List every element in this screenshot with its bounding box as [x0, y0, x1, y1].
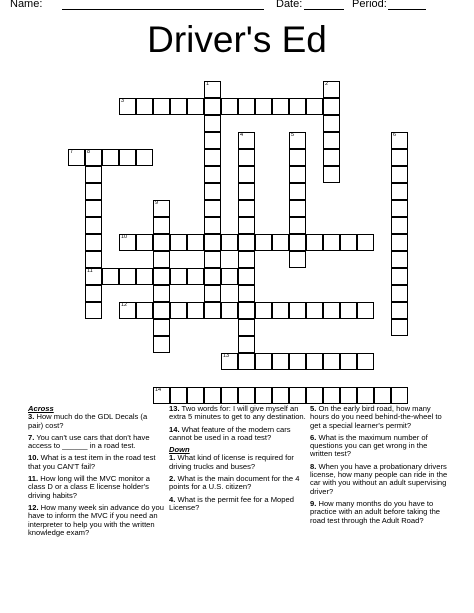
- clue-item-text: You can't use cars that don't have access to ______ in a road test.: [28, 432, 150, 451]
- grid-cell[interactable]: [272, 302, 289, 319]
- grid-cell[interactable]: [289, 302, 306, 319]
- grid-cell[interactable]: [204, 387, 221, 404]
- clue-item-number: 1.: [169, 453, 176, 463]
- grid-cell[interactable]: [153, 234, 170, 251]
- clue-item: [28, 454, 164, 471]
- clue-item: [169, 454, 307, 471]
- grid-cell[interactable]: [187, 234, 204, 251]
- grid-cell[interactable]: [153, 285, 170, 302]
- grid-cell[interactable]: [119, 234, 136, 251]
- grid-cell[interactable]: [153, 336, 170, 353]
- grid-cell[interactable]: [357, 387, 374, 404]
- grid-cell[interactable]: [289, 234, 306, 251]
- grid-cell[interactable]: [323, 149, 340, 166]
- grid-cell[interactable]: [204, 149, 221, 166]
- grid-cell[interactable]: [85, 285, 102, 302]
- clue-item-text: What is the permit fee for a Moped License?: [169, 494, 294, 512]
- grid-cell[interactable]: [153, 319, 170, 336]
- clue-item-number: 11.: [28, 474, 39, 484]
- clue-number: 12: [121, 302, 128, 308]
- grid-cell[interactable]: [357, 353, 374, 370]
- grid-cell[interactable]: [272, 353, 289, 370]
- clue-item-text: What is the maximum number of questions you can get wrong in the written test?: [310, 432, 428, 459]
- clue-item: [310, 434, 448, 459]
- grid-cell[interactable]: [153, 200, 170, 217]
- grid-cell[interactable]: [153, 251, 170, 268]
- grid-cell[interactable]: [102, 268, 119, 285]
- grid-cell[interactable]: [119, 302, 136, 319]
- grid-cell[interactable]: [374, 387, 391, 404]
- grid-cell[interactable]: [204, 234, 221, 251]
- clue-item: [169, 475, 307, 492]
- clue-number: 14: [155, 387, 162, 393]
- grid-cell[interactable]: [391, 149, 408, 166]
- grid-cell[interactable]: [238, 302, 255, 319]
- clue-item-text: How long will the MVC monitor a class D or a class E license holder's driving habits?: [28, 474, 150, 500]
- clue-number: 6: [393, 132, 397, 138]
- grid-cell[interactable]: [85, 251, 102, 268]
- grid-cell[interactable]: [187, 387, 204, 404]
- grid-cell[interactable]: [153, 302, 170, 319]
- clue-item: [310, 405, 448, 430]
- grid-cell[interactable]: [391, 183, 408, 200]
- grid-cell[interactable]: [85, 183, 102, 200]
- grid-cell[interactable]: [85, 200, 102, 217]
- grid-cell[interactable]: [391, 217, 408, 234]
- grid-cell[interactable]: [204, 81, 221, 98]
- grid-cell[interactable]: [238, 183, 255, 200]
- grid-cell[interactable]: [238, 251, 255, 268]
- clue-item-number: 13.: [169, 404, 180, 413]
- clue-item: [28, 413, 164, 430]
- clue-number: 8: [87, 149, 91, 155]
- grid-cell[interactable]: [391, 200, 408, 217]
- grid-cell[interactable]: [204, 132, 221, 149]
- grid-cell[interactable]: [119, 268, 136, 285]
- clue-item-text: What is the main document for the 4 points for a U.S. citizen?: [169, 474, 300, 492]
- grid-cell[interactable]: [204, 183, 221, 200]
- grid-cell[interactable]: [323, 353, 340, 370]
- grid-cell[interactable]: [170, 98, 187, 115]
- grid-cell[interactable]: [221, 268, 238, 285]
- grid-cell[interactable]: [187, 302, 204, 319]
- grid-cell[interactable]: [238, 319, 255, 336]
- grid-cell[interactable]: [85, 166, 102, 183]
- grid-cell[interactable]: [357, 234, 374, 251]
- clues-column-3: [310, 405, 448, 529]
- grid-cell[interactable]: [170, 268, 187, 285]
- grid-cell[interactable]: [391, 132, 408, 149]
- grid-cell[interactable]: [323, 81, 340, 98]
- grid-cell[interactable]: [119, 149, 136, 166]
- grid-cell[interactable]: [238, 132, 255, 149]
- grid-cell[interactable]: [272, 387, 289, 404]
- clue-item: [28, 504, 164, 537]
- grid-cell[interactable]: [238, 149, 255, 166]
- clue-item-text: When you have a probationary drivers license, how many people can ride in the car with you without an adult supervising driver?: [310, 461, 448, 496]
- clue-item: [169, 496, 307, 513]
- clue-item-text: How much do the GDL Decals (a pair) cost?: [28, 412, 148, 430]
- grid-cell[interactable]: [391, 251, 408, 268]
- grid-cell[interactable]: [289, 387, 306, 404]
- grid-cell[interactable]: [289, 132, 306, 149]
- clue-number: 7: [70, 149, 74, 155]
- grid-cell[interactable]: [153, 217, 170, 234]
- clue-number: 13: [223, 353, 230, 359]
- clue-number: 11: [87, 268, 93, 274]
- period-label: Period:: [352, 0, 387, 10]
- grid-cell[interactable]: [391, 166, 408, 183]
- grid-cell[interactable]: [255, 302, 272, 319]
- grid-cell[interactable]: [391, 302, 408, 319]
- name-label: Name:: [10, 0, 43, 10]
- grid-cell[interactable]: [153, 98, 170, 115]
- grid-cell[interactable]: [289, 353, 306, 370]
- grid-cell[interactable]: [238, 285, 255, 302]
- clue-number: 2: [325, 81, 329, 87]
- grid-cell[interactable]: [68, 149, 85, 166]
- grid-cell[interactable]: [289, 98, 306, 115]
- grid-cell[interactable]: [340, 387, 357, 404]
- clues-column-2: [169, 405, 307, 516]
- grid-cell[interactable]: [323, 234, 340, 251]
- clue-item-number: 7.: [28, 432, 35, 442]
- grid-cell[interactable]: [170, 387, 187, 404]
- grid-cell[interactable]: [323, 98, 340, 115]
- grid-cell[interactable]: [289, 149, 306, 166]
- grid-cell[interactable]: [204, 166, 221, 183]
- grid-cell[interactable]: [221, 234, 238, 251]
- grid-cell[interactable]: [255, 234, 272, 251]
- grid-cell[interactable]: [289, 166, 306, 183]
- grid-cell[interactable]: [340, 234, 357, 251]
- down-heading: Down: [169, 445, 190, 455]
- grid-cell[interactable]: [221, 98, 238, 115]
- grid-cell[interactable]: [391, 285, 408, 302]
- grid-cell[interactable]: [136, 268, 153, 285]
- grid-cell[interactable]: [102, 149, 119, 166]
- clue-item: [169, 426, 307, 443]
- grid-cell[interactable]: [136, 234, 153, 251]
- grid-cell[interactable]: [306, 234, 323, 251]
- grid-cell[interactable]: [255, 387, 272, 404]
- grid-cell[interactable]: [187, 268, 204, 285]
- grid-cell[interactable]: [238, 336, 255, 353]
- clue-item: [169, 405, 307, 422]
- clue-item-number: 4.: [169, 494, 176, 504]
- clue-item-text: What feature of the modern cars cannot be used in a road test?: [169, 424, 291, 442]
- grid-cell[interactable]: [221, 353, 238, 370]
- grid-cell[interactable]: [340, 302, 357, 319]
- grid-cell[interactable]: [391, 319, 408, 336]
- clue-number: 3: [121, 98, 125, 104]
- grid-cell[interactable]: [153, 387, 170, 404]
- clue-item-number: 3.: [28, 412, 35, 422]
- grid-cell[interactable]: [204, 251, 221, 268]
- clue-item-number: 5.: [310, 404, 317, 413]
- grid-cell[interactable]: [136, 98, 153, 115]
- clue-item-text: On the early bird road, how many hours do you need behind-the-wheel to get a special learner's permit?: [310, 404, 442, 430]
- clue-item-number: 12.: [28, 502, 39, 512]
- grid-cell[interactable]: [221, 302, 238, 319]
- clue-number: 9: [155, 200, 159, 206]
- clue-item-number: 2.: [169, 474, 176, 484]
- clue-item: [310, 463, 448, 496]
- grid-cell[interactable]: [289, 200, 306, 217]
- grid-cell[interactable]: [306, 387, 323, 404]
- clue-item-number: 14.: [169, 424, 180, 434]
- grid-cell[interactable]: [238, 387, 255, 404]
- grid-cell[interactable]: [204, 217, 221, 234]
- grid-cell[interactable]: [136, 302, 153, 319]
- clue-item: [28, 434, 164, 451]
- date-label: Date:: [276, 0, 303, 10]
- grid-cell[interactable]: [289, 217, 306, 234]
- grid-cell[interactable]: [187, 98, 204, 115]
- grid-cell[interactable]: [323, 387, 340, 404]
- clue-item: [310, 500, 448, 525]
- grid-cell[interactable]: [153, 268, 170, 285]
- across-heading: Across: [28, 404, 54, 413]
- clue-item-number: 6.: [310, 432, 317, 442]
- grid-cell[interactable]: [272, 234, 289, 251]
- grid-cell[interactable]: [85, 217, 102, 234]
- grid-cell[interactable]: [391, 268, 408, 285]
- grid-cell[interactable]: [85, 234, 102, 251]
- grid-cell[interactable]: [204, 268, 221, 285]
- grid-cell[interactable]: [204, 285, 221, 302]
- grid-cell[interactable]: [306, 98, 323, 115]
- page-title: Driver's Ed: [147, 19, 327, 60]
- clue-number: 4: [240, 132, 244, 138]
- grid-cell[interactable]: [289, 251, 306, 268]
- grid-cell[interactable]: [323, 302, 340, 319]
- grid-cell[interactable]: [204, 200, 221, 217]
- grid-cell[interactable]: [272, 98, 289, 115]
- clue-number: 5: [291, 132, 295, 138]
- clue-number: 1: [206, 81, 210, 87]
- grid-cell[interactable]: [204, 302, 221, 319]
- grid-cell[interactable]: [204, 98, 221, 115]
- clue-item-text: What is a test item in the road test that you CAN'T fail?: [28, 453, 156, 471]
- grid-cell[interactable]: [306, 353, 323, 370]
- clues-column-1: [28, 405, 164, 541]
- grid-cell[interactable]: [170, 302, 187, 319]
- grid-cell[interactable]: [238, 353, 255, 370]
- grid-cell[interactable]: [255, 353, 272, 370]
- clue-item-text: How many week sin advance do you have to inform the MVC if you need an interpreter to help you with the written knowledge exam?: [28, 502, 164, 537]
- grid-cell[interactable]: [357, 302, 374, 319]
- grid-cell[interactable]: [238, 217, 255, 234]
- clue-item-text: What kind of license is required for driving trucks and buses?: [169, 453, 294, 471]
- grid-cell[interactable]: [391, 387, 408, 404]
- grid-cell[interactable]: [238, 98, 255, 115]
- grid-cell[interactable]: [323, 132, 340, 149]
- clue-number: 10: [121, 234, 128, 240]
- clue-item-number: 9.: [310, 498, 317, 508]
- grid-cell[interactable]: [323, 166, 340, 183]
- grid-cell[interactable]: [238, 234, 255, 251]
- grid-cell[interactable]: [238, 166, 255, 183]
- grid-cell[interactable]: [85, 268, 102, 285]
- grid-cell[interactable]: [85, 149, 102, 166]
- grid-cell[interactable]: [119, 98, 136, 115]
- clue-item-text: Two words for: I will give myself an extra 5 minutes to get to any destination.: [169, 404, 306, 422]
- grid-cell[interactable]: [340, 353, 357, 370]
- clue-item: [28, 475, 164, 500]
- grid-cell[interactable]: [238, 200, 255, 217]
- grid-cell[interactable]: [391, 234, 408, 251]
- clue-item-text: How many months do you have to practice with an adult before taking the road test through the Adult Road?: [310, 498, 441, 525]
- grid-cell[interactable]: [238, 268, 255, 285]
- grid-cell[interactable]: [306, 302, 323, 319]
- grid-cell[interactable]: [204, 115, 221, 132]
- grid-cell[interactable]: [85, 302, 102, 319]
- grid-cell[interactable]: [289, 183, 306, 200]
- clue-item-number: 10.: [28, 453, 39, 463]
- grid-cell[interactable]: [136, 149, 153, 166]
- clue-item-number: 8.: [310, 461, 317, 471]
- grid-cell[interactable]: [255, 98, 272, 115]
- grid-cell[interactable]: [170, 234, 187, 251]
- grid-cell[interactable]: [221, 387, 238, 404]
- grid-cell[interactable]: [323, 115, 340, 132]
